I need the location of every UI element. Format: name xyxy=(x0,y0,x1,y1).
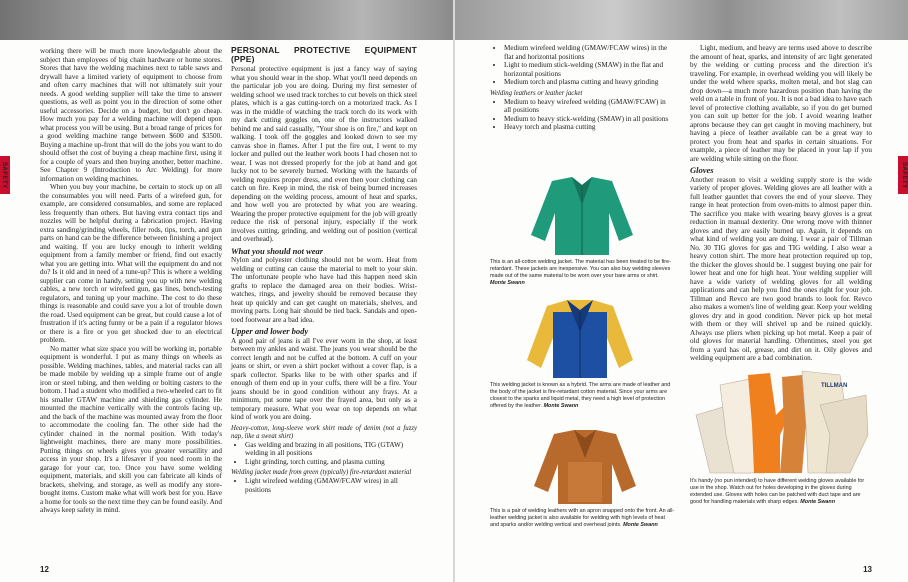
header-image-band xyxy=(0,0,453,40)
page-number: 13 xyxy=(863,565,872,574)
heavy-cotton-list xyxy=(231,441,417,467)
header-image-band xyxy=(455,0,908,40)
left-column-1 xyxy=(40,47,222,515)
left-column-2 xyxy=(231,46,417,496)
photo-credit: Monte Swann xyxy=(800,499,836,505)
paragraph: Another reason to visit a welding supply store is the wide variety of proper gloves. Welding gloves are all leather with a full leather gauntlet that covers the end of your sleeve. They range in heat protection from oven-mitts to almost paper thin. The sacrifice you make with wearing heavy gloves is a great reduction in manual dexterity. One wrong move with thinner gloves and they are easily burned up. Again, it depends on what kind of welding you are doing. I wear a pair of Tillman No. 30 TIG gloves for gas and TIG welding. I also wear a heavy cotton shirt. The more heat protection required up top, the thicker the gloves should be. I suggest buying one pair for lower heat and one for high heat. Your welding supplier will have a wide variety of welding gloves for all welding applications and can help you find the ones right for your job. Tillman and Revco are two good brands to look for. Revco also makes a women's line of welding gear. Keep your welding gloves dry and in good condition. Never pick up hot metal with them or they will shrivel up and be ruined quickly. Always use pliers when picking up hot metal. Keep a pair of old gloves for material handling. Oftentimes, steel you get from a yard has oil, grease, and dirt on it. Oily gloves and welding equipment are a bad combination. xyxy=(690,175,872,362)
list-item: • Medium torch and plasma cutting and heavy grinding xyxy=(504,78,672,87)
left-page xyxy=(0,0,453,582)
list-item: • Light grinding, torch cutting, and plasma cutting xyxy=(245,458,417,467)
paragraph: When you buy your machine, be certain to stock up on all the consumables you will need. Parts of a wirefeed gun, for example, are considered consumables, and some are replaced less frequently than others. But having extra contact tips and nozzles will be helpful during a fabrication project. Having extra sanding/grinding wheels, filler rods, tips, torch, and gun parts on hand can be the difference between finishing a project and waiting. If you are lucky enough to inherit welding equipment from a family member or friend, find out exactly what you are getting into. What will the equipment do and not do? Is it old and in need of a tune-up? This is where a welding supplier can come in handy, setting you up with new welding cables, a new torch or wirefeed gun, gas lines, bench-testing regulators, and tuning up your machine. The cost to do these things is reasonable and could save you a lot of trouble down the road. Used equipment can be great, but could cause a lot of frustration if it's acting funny or be a pain if a regulator blows or there is a fire or you get shocked due to an electrical problem. xyxy=(40,183,222,344)
green-jacket-label: Welding jacket made from green (typically) fire-retardant material xyxy=(231,469,412,476)
hybrid-jacket-photo xyxy=(525,298,635,380)
page-number: 12 xyxy=(40,565,49,574)
list-item: • Heavy torch and plasma cutting xyxy=(504,123,672,132)
green-jacket-list xyxy=(231,477,417,494)
paragraph: working there will be much more knowledgeable about the subject than employees of big chain hardware or home stores. Stores that have the welding machines next to table saws and drywall have a limited variety of equipment to choose from and often carry machines that will not ultimately suit your needs. A good welding supplier will take the time to answer questions, as well as point you in the direction of some other useful accessories. Decide on a budget, but don't go cheap. How much you pay for a welding machine will depend upon what process you will be using. But a broad range of prices for a good welding machine range between $600 and $3500. Buying a machine up-front that will do the jobs you want to do should offset the cost of buying a cheap machine first, using it for a couple of years and then buying another, better machine. See Chapter 9 (Introduction to Arc Welding) for more information on welding machines. xyxy=(40,47,222,183)
hybrid-jacket-caption: This welding jacket is known as a hybrid. The arms are made of leather and the body of the jacket is fire-retardant cotton material. Since your arms are closest to the sparks and liquid metal, they need a high level of protection offered by the leather. Monte Swann xyxy=(490,382,671,409)
tillman-logo: TILLMAN xyxy=(821,383,848,389)
list-item: • Medium to heavy stick-welding (SMAW) in all positions xyxy=(504,115,672,124)
paragraph: Light, medium, and heavy are terms used above to describe the amount of heat, sparks, and intensity of arc light generated by the welding or cutting process and the direction it's traveling. For example, in overhead welding you will likely be under the weld where sparks, molten metal, and hot slag can drop down—a much more hazardous position than having the weld on a table in front of you. It is not a bad idea to have each level of protective clothing available, so if you do get burned you can suit up better for the job. I avoid wearing leather aprons because they can get caught in moving machinery, but having a piece of leather available can be a great way to protect you from heat and sparks in certain situations. For example, a piece of leather may be placed in your lap if you are welding while sitting on the floor. xyxy=(690,44,872,163)
right-column-1 xyxy=(490,44,672,134)
section-tab-label: SAFETY xyxy=(901,162,907,189)
gloves-photo xyxy=(690,365,872,475)
list-item: • Medium wirefeed welding (GMAW/FCAW wires) in the flat and horizontal positions xyxy=(504,44,672,61)
photo-credit: Monte Swann xyxy=(543,403,579,409)
leather-jacket-photo xyxy=(530,428,640,506)
leather-list xyxy=(490,98,672,132)
list-item: • Gas welding and brazing in all positions, TIG (GTAW) welding in all positions xyxy=(245,441,417,458)
green-jacket-photo xyxy=(527,175,637,257)
paragraph: No matter what size space you will be working in, portable equipment is wonderful. I put as many things on wheels as possible. Welding machines, tables, and material racks can all be made mobile by welding up a simple frame out of angle iron or steel tubing, and then welding or bolting casters to the bottom. I had a student who modified a two-wheeled cart to fit his smaller GTAW machine and shielding gas cylinder. He mounted the machine vertically with the controls facing up, and the back of the machine was mounted away from the floor to accommodate the cooling fan. The other side had the cylinder chained in the normal position. With today's lightweight machines, there are many more possibilities. Putting things on wheels gives you greater versatility and access in your shop. It's a lifesaver if you need room in the garage for your car, too. Once you have some welding equipment, materials, and skill you can fabricate all kinds of brackets, shelving, and storage, as well as modify any store-bought items. Custom make what will work best for you. Have a home for tools so the next time they can be found easily. And always keep safety in mind. xyxy=(40,344,222,514)
list-item: • Light wirefeed welding (GMAW/FCAW wires) in all positions xyxy=(245,477,417,494)
green-jacket-caption: This is an all-cotton welding jacket. The material has been treated to be fire-retardant. These jackets are inexpensive. You can also buy welding sleeves made out of the same material to be worn over your bare arms or shirt. Monte Swann xyxy=(490,259,671,286)
heavy-cotton-label: Heavy-cotton, long-sleeve work shirt made of denim (not a fuzzy nap, like a sweat shirt) xyxy=(231,424,417,440)
paragraph: Nylon and polyester clothing should not be worn. Heat from welding or cutting can cause the material to melt to your skin. The unfortunate people who have had this happen need skin grafts to replace the damaged area on their bodies. Wrist-watches, rings, and jewelry should be removed because they heat up quickly and can get caught on materials, shelves, and moving parts. Long hair should be tied back. Sandals and open-toed footwear are a bad idea. xyxy=(231,256,417,324)
upper-lower-heading: Upper and lower body xyxy=(231,326,309,336)
list-item: • Medium to heavy wirefeed welding (GMAW/FCAW) in all positions xyxy=(504,98,672,115)
paragraph: Personal protective equipment is just a fancy way of saying what you should wear in the shop. What you'll need depends on the particular job you are doing. During my first semester of welding school we used track torches to cut bevels on thick steel plates, which is a gas cutting-torch on a motorized track. As I was in the middle of watching the track torch do its work with my dark cutting goggles on, one of the instructors walked behind me and said casually, "Your shoe is on fire," and kept on walking. I took off the goggles and looked down to see my canvas shoe in flames. After I put the fire out, I went to my locker and pulled out the leather work boots I had chosen not to wear. I was not dressed properly for the job at hand and got lucky not to be severely burned. Working with the hazards of welding requires proper dress, and even then your clothing can catch on fire. Keep in mind, the risk of being burned increases depending on the welding process, amount of heat and sparks, and how well you are protected by what you are wearing. Wearing the proper protective equipment for the job will greatly reduce the risk of personal injury, especially if the work involves cutting, grinding, and welding out of position (vertical and overhead). xyxy=(231,65,417,243)
gloves-heading: Gloves xyxy=(690,165,714,175)
right-page xyxy=(455,0,908,582)
list-item: • Light to medium stick-welding (SMAW) in the flat and horizontal positions xyxy=(504,61,672,78)
section-tab-label: SAFETY xyxy=(1,162,7,189)
photo-credit: Monte Swann xyxy=(623,522,658,528)
top-list xyxy=(490,44,672,87)
right-column-2 xyxy=(690,44,872,363)
not-wear-heading: What you should not wear xyxy=(231,245,324,256)
photo-credit: Monte Swann xyxy=(490,280,525,286)
ppe-heading: PERSONAL PROTECTIVE EQUIPMENT (PPE) xyxy=(231,45,417,64)
paragraph: A good pair of jeans is all I've ever worn in the shop, at least between my ankles and waist. The jeans you wear should be the correct length and not be cuffed at the bottom. A cuff on your jeans or shirt, or even a shirt pocket without a cover flap, is a spark collector. Sparks like to be with other sparks and if enough of them end up in your cuffs, there will be a fire. Your jeans should be in good condition without any frays. At a minimum, put some tape over the frayed area, but only as a temporary measure. What you wear on top depends on what kind of work you are doing. xyxy=(231,336,417,421)
leather-jacket-caption: This is a pair of welding leathers with an apron snapped onto the front. An all-leather welding jacket is also available for welding with high levels of heat and sparks and/or welding vertical and overhead joints. Monte Swann xyxy=(490,508,675,528)
gloves-caption: It's handy (no pun intended) to have different welding gloves available for use in the shop. Watch out for holes developing in the gloves during extended use. Gloves with holes can be patched with duct tape and are good for handling materials with sharp edges. Monte Swann xyxy=(690,478,865,505)
leather-label: Welding leathers or leather jacket xyxy=(490,89,583,97)
